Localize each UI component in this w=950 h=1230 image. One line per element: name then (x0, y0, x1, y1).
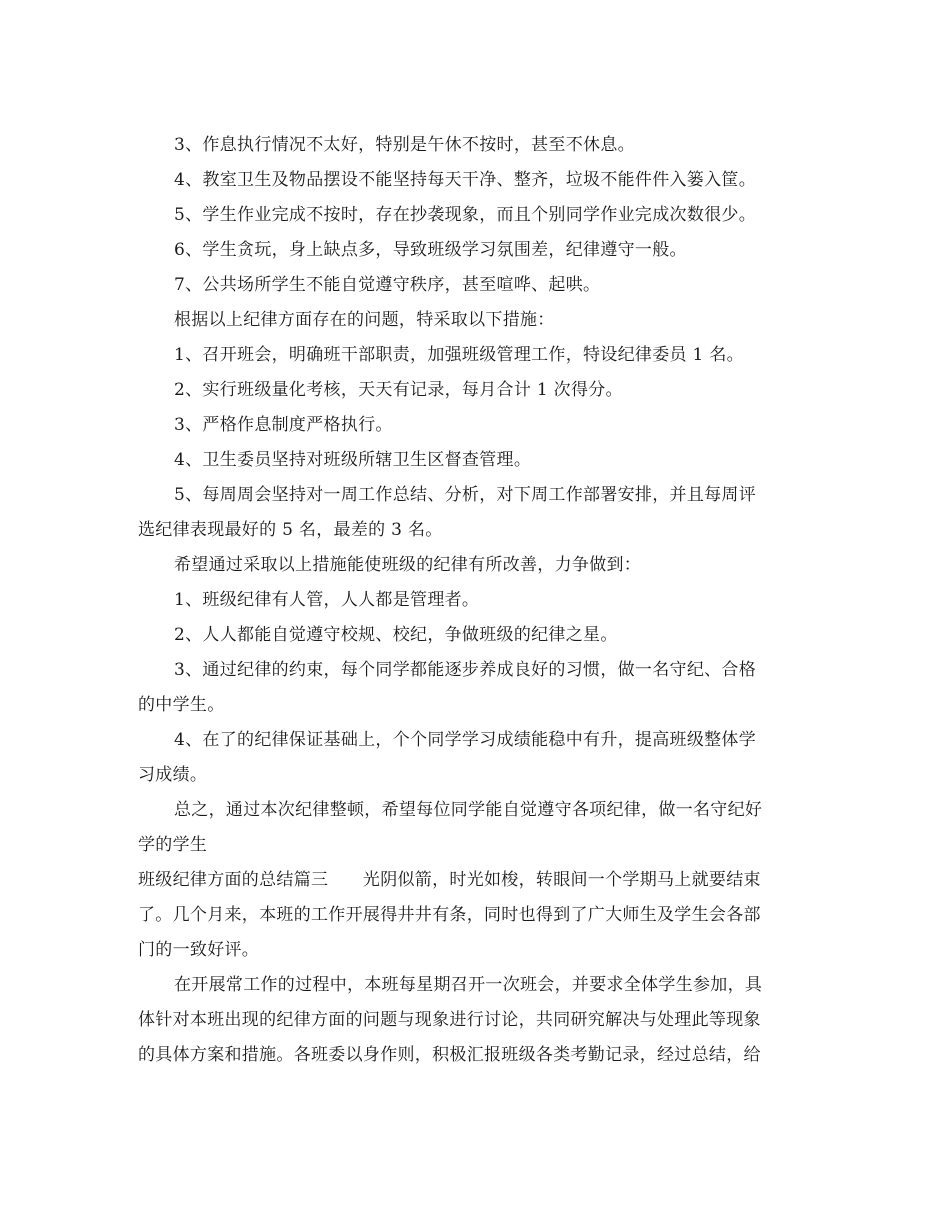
text-line: 了。几个月来，本班的工作开展得井井有条，同时也得到了广大师生及学生会各部 (138, 905, 761, 925)
text-line: 3、通过纪律的约束，每个同学都能逐步养成良好的习惯，做一名守纪、合格 (174, 660, 757, 680)
text-line: 3、严格作息制度严格执行。 (174, 415, 393, 435)
text-line: 总之，通过本次纪律整顿，希望每位同学能自觉遵守各项纪律，做一名守纪好 (174, 800, 763, 820)
text-line: 在开展常工作的过程中，本班每星期召开一次班会，并要求全体学生参加，具 (174, 975, 763, 995)
text-line: 7、公共场所学生不能自觉遵守秩序，甚至喧哗、起哄。 (174, 275, 601, 295)
text-line: 4、在了的纪律保证基础上，个个同学学习成绩能稳中有升，提高班级整体学 (174, 730, 757, 750)
text-line: 4、教室卫生及物品摆设不能坚持每天干净、整齐，垃圾不能件件入篓入筐。 (174, 170, 757, 190)
text-line: 5、学生作业完成不按时，存在抄袭现象，而且个别同学作业完成次数很少。 (174, 205, 757, 225)
text-line: 门的一致好评。 (138, 940, 260, 960)
text-line: 5、每周周会坚持对一周工作总结、分析，对下周工作部署安排，并且每周评 (174, 485, 757, 505)
text-line: 选纪律表现最好的 5 名，最差的 3 名。 (138, 520, 443, 540)
text-line: 的中学生。 (138, 695, 225, 715)
text-line: 学的学生 (138, 835, 208, 855)
text-line: 的具体方案和措施。各班委以身作则，积极汇报班级各类考勤记录，经过总结，给 (138, 1045, 761, 1065)
text-line: 根据以上纪律方面存在的问题，特采取以下措施： (174, 310, 555, 330)
text-line: 1、班级纪律有人管，人人都是管理者。 (174, 590, 480, 610)
document-body (138, 128, 810, 1073)
text-line: 2、实行班级量化考核，天天有记录，每月合计 1 次得分。 (174, 380, 623, 400)
text-line: 习成绩。 (138, 765, 208, 785)
text-line: 4、卫生委员坚持对班级所辖卫生区督查管理。 (174, 450, 532, 470)
text-line: 3、作息执行情况不太好，特别是午休不按时，甚至不休息。 (174, 135, 635, 155)
text-line: 2、人人都能自觉遵守校规、校纪，争做班级的纪律之星。 (174, 625, 618, 645)
text-line: 1、召开班会，明确班干部职责，加强班级管理工作，特设纪律委员 1 名。 (174, 345, 744, 365)
text-line: 班级纪律方面的总结篇三 光阴似箭，时光如梭，转眼间一个学期马上就要结束 (138, 870, 761, 890)
text-line: 体针对本班出现的纪律方面的问题与现象进行讨论，共同研究解决与处理此等现象 (138, 1010, 761, 1030)
text-line: 希望通过采取以上措施能使班级的纪律有所改善，力争做到： (174, 555, 642, 575)
text-line: 6、学生贪玩，身上缺点多，导致班级学习氛围差，纪律遵守一般。 (174, 240, 687, 260)
